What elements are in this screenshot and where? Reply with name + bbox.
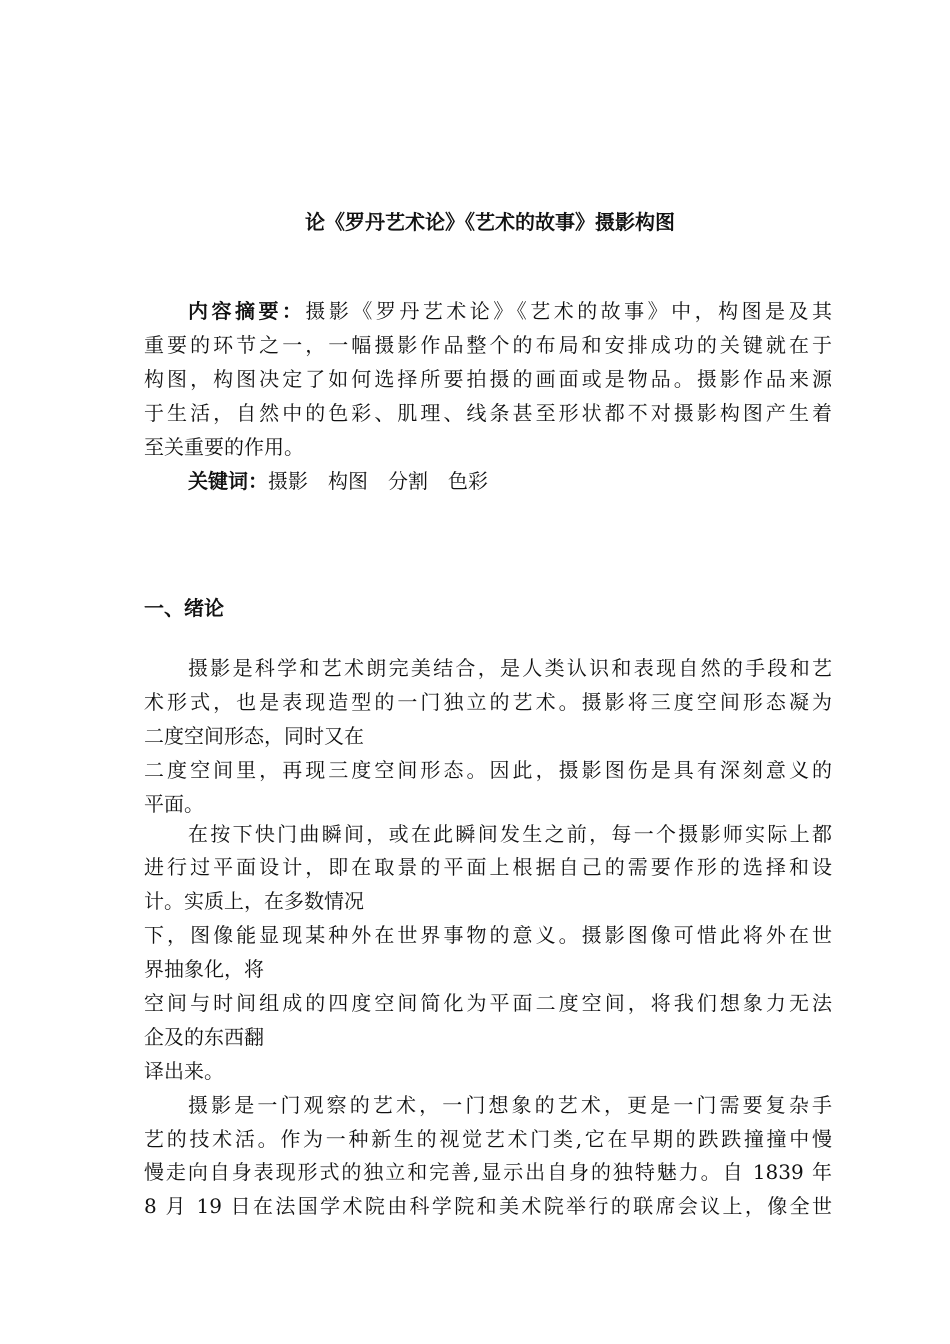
body-line: 计。实质上，在多数情况 (144, 889, 364, 913)
abstract-line-4: 于生活，自然中的色彩、肌理、线条甚至形状都不对摄影构图产生着 (144, 401, 832, 425)
abstract-line-1 (188, 299, 832, 323)
keywords-line (188, 469, 488, 493)
abstract-line-3: 构图，构图决定了如何选择所要拍摄的画面或是物品。摄影作品来源 (144, 367, 832, 391)
body-line: 界抽象化，将 (144, 957, 264, 981)
body-line: 进行过平面设计，即在取景的平面上根据自己的需要作形的选择和设 (144, 855, 832, 879)
section-heading: 一、绪论 (144, 596, 224, 620)
body-line: 企及的东西翻 (144, 1025, 264, 1049)
body-line: 空间与时间组成的四度空间简化为平面二度空间，将我们想象力无法 (144, 991, 832, 1015)
body-line: 摄影是科学和艺术朗完美结合，是人类认识和表现自然的手段和艺 (188, 656, 832, 680)
keywords-text: 摄影 构图 分割 色彩 (268, 469, 488, 493)
abstract-line-5: 至关重要的作用。 (144, 435, 304, 459)
body-line: 二度空间形态，同时又在 (144, 724, 364, 748)
body-line: 译出来。 (144, 1059, 224, 1083)
abstract-line-2: 重要的环节之一，一幅摄影作品整个的布局和安排成功的关键就在于 (144, 333, 832, 357)
body-line: 术形式，也是表现造型的一门独立的艺术。摄影将三度空间形态凝为 (144, 690, 832, 714)
document-title: 论《罗丹艺术论》《艺术的故事》摄影构图 (305, 210, 675, 234)
body-line: 摄影是一门观察的艺术，一门想象的艺术，更是一门需要复杂手 (188, 1093, 832, 1117)
body-line: 平面。 (144, 792, 204, 816)
body-line: 二度空间里，再现三度空间形态。因此，摄影图伤是具有深刻意义的 (144, 758, 832, 782)
keywords-label: 关键词： (188, 469, 268, 493)
body-line: 慢走向自身表现形式的独立和完善,显示出自身的独特魅力。自 1839 年 (144, 1160, 832, 1184)
body-line: 艺的技术活。作为一种新生的视觉艺术门类,它在早期的跌跌撞撞中慢 (144, 1127, 832, 1151)
body-line: 下，图像能显现某种外在世界事物的意义。摄影图像可惜此将外在世 (144, 923, 832, 947)
body-line: 8 月 19 日在法国学术院由科学院和美术院举行的联席会议上，像全世 (144, 1194, 832, 1218)
body-line: 在按下快门曲瞬间，或在此瞬间发生之前，每一个摄影师实际上都 (188, 822, 832, 846)
abstract-label: 内容摘要： (188, 299, 306, 323)
abstract-text: 摄影《罗丹艺术论》《艺术的故事》中，构图是及其 (305, 299, 833, 323)
